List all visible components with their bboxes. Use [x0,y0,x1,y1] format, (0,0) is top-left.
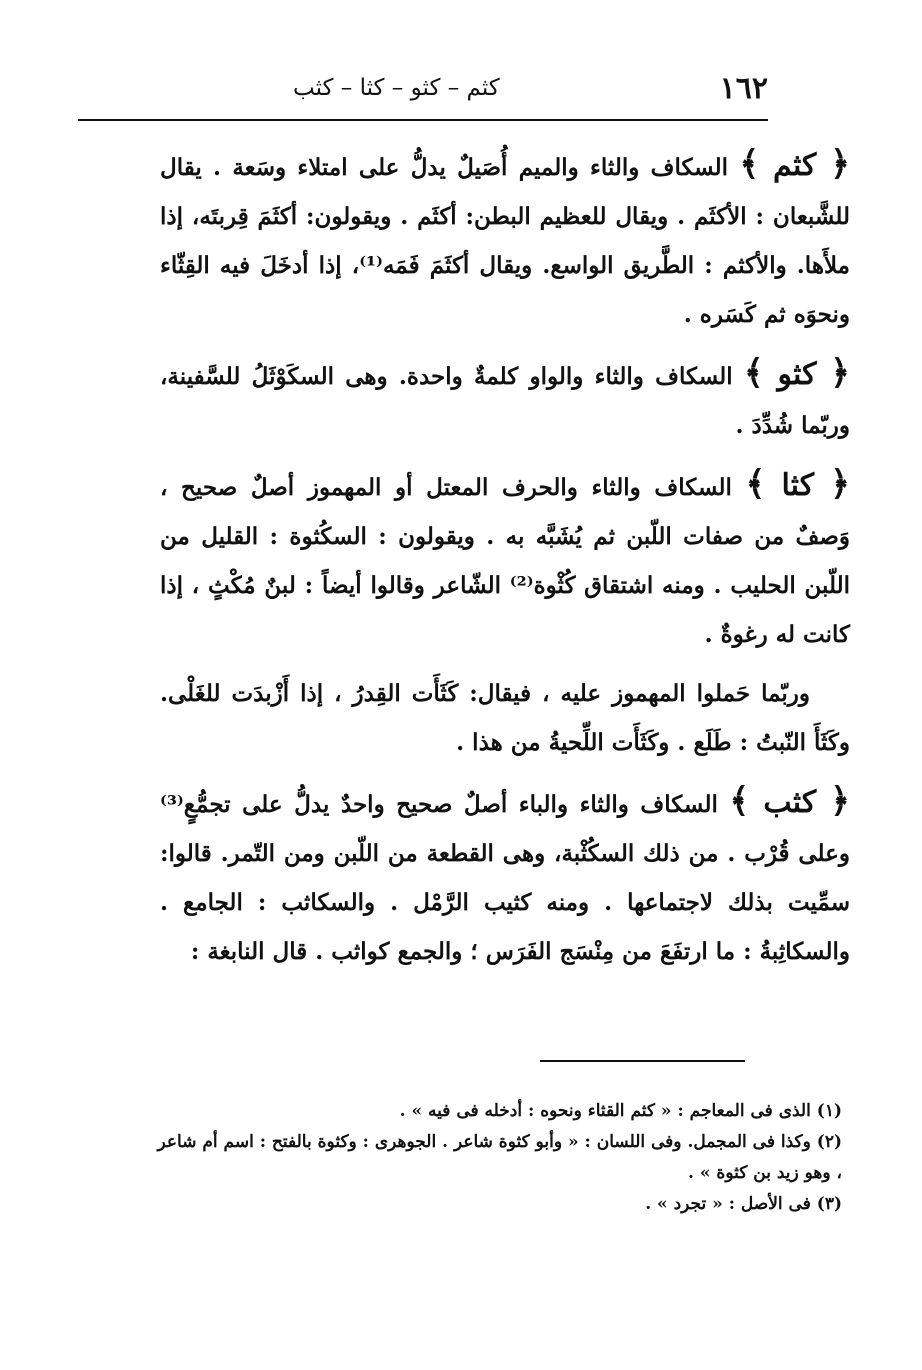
page-number: ١٦٢ [719,70,768,106]
footnote-rule [540,1060,745,1062]
page-header [88,62,768,114]
entry-text-line: تجمُّعٍ⁽³⁾ وعلى قُرْب . من ذلك السكُثْبة، وهى القطعة من اللّبن ومن التّمر. قالوا: [160,791,850,867]
entry-kathm [160,140,850,339]
footnote-1: (١) الذى فى المعاجم : « كثم القثاء ونحوه : أدخله فى فيه » . [399,1101,842,1121]
header-rule [78,119,768,121]
entry-text-line: السكاف والثاء والباء أصلٌ صحيح واحدٌ يدلُّ على [242,791,718,818]
entry-text-line: النّبتُ : طَلَع . وكَثَأَت اللِّحيةُ من هذا . [456,729,806,756]
footnote-3: (٣) فى الأصل : « تجرد » . [645,1194,842,1214]
footnotes [152,1096,842,1220]
footnote-2: (٢) وكذا فى المجمل. وفى اللسان : « وأبو كثوة شاعر . الجوهرى : وكثوة بالفتح : اسم أم شاعر ، وهو زيد بن كثوة » . [157,1132,842,1183]
entry-text-line: السكاف والثاء والواو كلمةٌ واحدة. وهى السكَوْثَلُ للسَّفينة، [160,363,733,390]
entry-text-line: للشَّبعان : الأكثَم . ويقال للعظيم البطن: أكثَم . ويقولون: أكثَمَ قِربتَه، إذا [160,203,850,230]
entry-text-line: اللّبن الحليب . ومنه اشتقاق كُثْوة⁽²⁾ الشّاعر وقالوا أيضاً : لبنٌ مُكْثٍ ، إذا [160,572,850,599]
running-title: كثم – كثو – كثا – كثب [293,75,500,101]
entry-text-line: ونحوَه ثم كَسَره . [683,301,850,328]
entry-kathb [160,777,850,976]
headword-kathb: ﴿ كثب ﴾ [729,781,851,821]
entry-katha-continued [160,669,850,767]
headword-kathw: ﴿ كثو ﴾ [743,353,850,393]
entry-text-line: السكاف والثاء والميم أُصَيلٌ يدلُّ على امتلاء وسَعة . يقال [160,154,729,181]
entry-katha [160,460,850,659]
entry-kathw [160,349,850,450]
entry-text-line: سمِّيت بذلك لاجتماعها . ومنه كثيب الرَّمْل . والسكاثب : الجامع . والسكاثِبةُ : [160,889,850,965]
headword-kathm: ﴿ كثم ﴾ [739,144,850,184]
entry-text-line: كانت له رغوةٌ . [704,621,850,648]
entry-text-line: وربّما شُدِّدَ . [735,412,850,439]
entry-text-line: وربّما حَملوا المهموز عليه ، فيقال: كَثَأَت القِدرُ ، إذا أَزْبدَت للغَلْى. وكَثَأَ [160,680,850,756]
headword-katha: ﴿ كثا ﴾ [745,464,850,504]
entry-text-line: السكاف والثاء والحرف المعتل أو المهموز أصلٌ صحيح ، [160,474,732,501]
entry-text-line: ملأَها. والأكثم : الطَّريق الواسع. ويقال أكثَمَ فَمَه⁽¹⁾، إذا أدخَلَ فيه القِثّاء [160,252,850,279]
entry-text-line: وَصفٌ من صفات اللّبن ثم يُشَبَّه به . ويقولون : السكُثوة : القليل من [160,523,850,550]
entry-text-line: ما ارتفَعَ من مِنْسَج الفَرَس ؛ والجمع كواثب . قال النابغة : [190,938,736,965]
dictionary-body [160,140,850,976]
